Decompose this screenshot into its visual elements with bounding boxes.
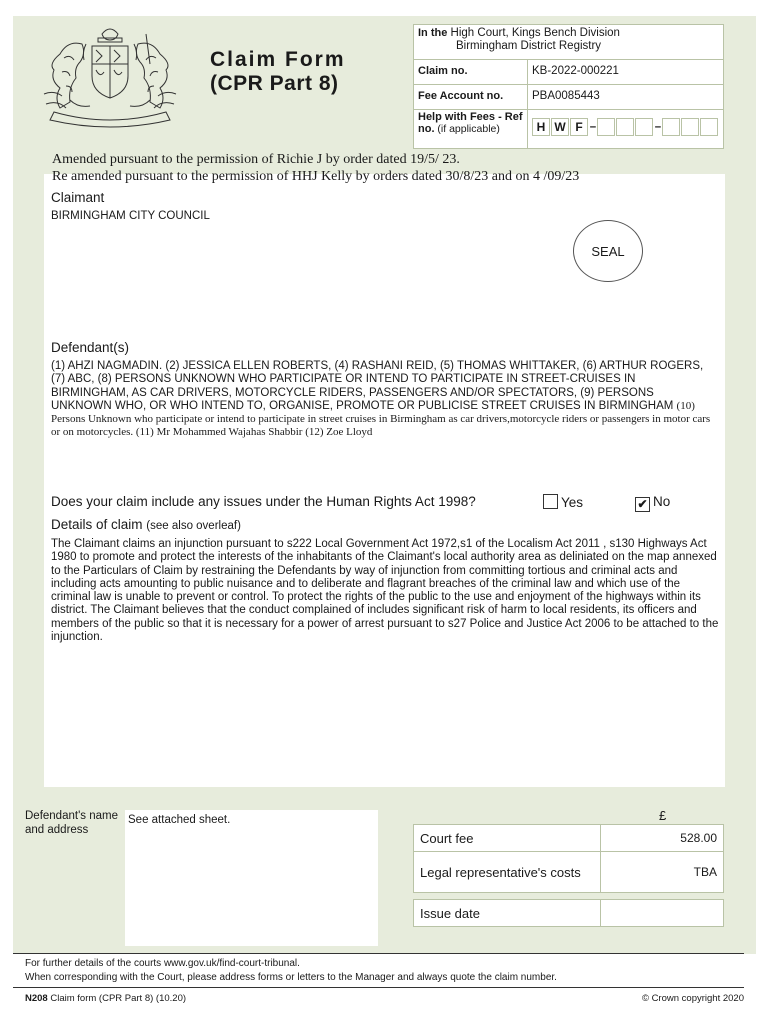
hwf-label-suffix: (if applicable)	[437, 122, 500, 135]
claim-no-value: KB-2022-000221	[532, 65, 619, 77]
human-rights-yes[interactable]	[543, 494, 583, 510]
footer-line1: For further details of the courts www.gov.uk/find-court-tribunal.	[25, 958, 300, 969]
court-details-table	[413, 24, 724, 149]
court-fee-value[interactable]: 528.00	[680, 831, 717, 845]
fee-account-label: Fee Account no.	[418, 90, 504, 102]
details-of-claim-label	[51, 517, 241, 532]
amendment-note-1: Amended pursuant to the permission of Richie J by order dated 19/5/ 23.	[52, 152, 460, 167]
defendants-typed: (1) AHZI NAGMADIN. (2) JESSICA ELLEN ROBERTS, (4) RASHANI REID, (5) THOMAS WHITTAKER, (6) ARTHUR ROGERS, (7) ABC, (8) PERSONS UNKNOWN WHO PARTICIPATE OR INTEND TO PARTICIPATE IN STREET-CRUISES IN BIRMINGHAM, AS CAR DRIVERS, MOTORCYCLE RIDERS, PASSENGERS AND/OR SPECTATORS, (9) PERSONS UNKNOWN WHO, OR WHO INTEND TO, ORGANISE, PROMOTE OR PUBLICISE STREET CRUISES IN BIRMINGHAM	[51, 360, 704, 412]
hwf-box[interactable]	[662, 118, 680, 136]
currency-symbol: £	[659, 808, 667, 823]
amendment-note-2: Re amended pursuant to the permission of HHJ Kelly by orders dated 30/8/23 and on 4 /09/23	[52, 169, 580, 184]
defendant-address-label: Defendant's name and address	[25, 810, 118, 836]
in-the-label: In the	[418, 27, 448, 39]
claim-no-label: Claim no.	[418, 65, 468, 77]
hwf-box[interactable]	[700, 118, 718, 136]
details-of-claim-text[interactable]: The Claimant claims an injunction pursuant to s222 Local Government Act 1972,s1 of the Localism Act 2011 , s130 Highways Act 1980 to promote and protect the interests of the inhabitants of the Claimant's local authority area as deliniated on the map annexed to the Particulars of Claim by restraining the Defendants by way of injunction from committing tortious and criminal acts and including acts amounting to public nuisance and to deliberate and flagrant breaches of the criminal law and which use of the criminal law is unable to prevent or control. To protect the rights of the public to the use and enjoyment of the highways within its district. The Claimant believes that the conduct complained of includes significant risk of harm to local residents, its officers and members of the public so that it is necessary for a power of arrest pursuant to s27 Police and Justice Act 2006 to be attached to the injunction.	[51, 538, 719, 644]
hwf-box-f: F	[570, 118, 588, 136]
royal-coat-of-arms-icon	[40, 24, 180, 128]
fee-account-value: PBA0085443	[532, 90, 600, 102]
defendants-text[interactable]	[51, 360, 716, 440]
no-checkbox-checked[interactable]: ✔	[635, 497, 650, 512]
defendants-label: Defendant(s)	[51, 340, 130, 355]
legal-costs-label: Legal representative's costs	[420, 864, 581, 880]
seal-label: SEAL	[591, 243, 625, 259]
hwf-box-h: H	[532, 118, 550, 136]
footer-line2: When corresponding with the Court, please address forms or letters to the Manager and always quote the claim number.	[25, 972, 557, 983]
form-title	[210, 48, 346, 96]
details-label-text: Details of claim	[51, 517, 143, 532]
legal-costs-value[interactable]: TBA	[693, 865, 717, 879]
no-label: No	[653, 494, 671, 509]
hwf-box[interactable]	[635, 118, 653, 136]
hwf-box-w: W	[551, 118, 569, 136]
hwf-box[interactable]	[616, 118, 634, 136]
claimant-label: Claimant	[51, 190, 105, 205]
form-title-line1: Claim Form	[210, 48, 346, 71]
defendants-added: (10) Persons Unknown who participate or intend to participate in street cruises in Birmingham as car drivers,motorcycle riders or passengers in motor cars or on motorcycles. (11) Mr Mohammed Wajahas Shabbir (12) Zoe Lloyd	[51, 399, 711, 439]
form-code-number: N208	[25, 993, 48, 1004]
hwf-box[interactable]	[681, 118, 699, 136]
copyright: © Crown copyright 2020	[641, 993, 744, 1004]
hwf-reference-boxes[interactable]: H W F – –	[532, 118, 719, 136]
yes-checkbox[interactable]	[543, 494, 558, 509]
form-code-name: Claim form (CPR Part 8) (10.20)	[50, 993, 187, 1004]
details-label-note: (see also overleaf)	[146, 520, 241, 532]
form-title-line2: (CPR Part 8)	[210, 72, 339, 95]
defendant-address-box[interactable]	[125, 810, 378, 946]
form-code	[25, 993, 186, 1004]
court-name-line1: High Court, Kings Bench Division	[450, 27, 620, 39]
footer-divider	[13, 953, 744, 954]
issue-date-label: Issue date	[420, 905, 480, 921]
hwf-label: Help with Fees - Ref no.	[418, 111, 523, 135]
court-seal	[573, 220, 643, 282]
claimant-name[interactable]: BIRMINGHAM CITY COUNCIL	[51, 210, 210, 222]
fees-table	[413, 824, 724, 927]
hwf-box[interactable]	[597, 118, 615, 136]
human-rights-question: Does your claim include any issues under the Human Rights Act 1998?	[51, 494, 476, 509]
yes-label: Yes	[561, 495, 584, 510]
court-fee-label: Court fee	[420, 830, 474, 846]
human-rights-no[interactable]	[635, 494, 670, 512]
defendant-address-value: See attached sheet.	[128, 814, 231, 826]
court-name-line2: Birmingham District Registry	[456, 40, 602, 52]
footer-divider-2	[13, 987, 744, 988]
